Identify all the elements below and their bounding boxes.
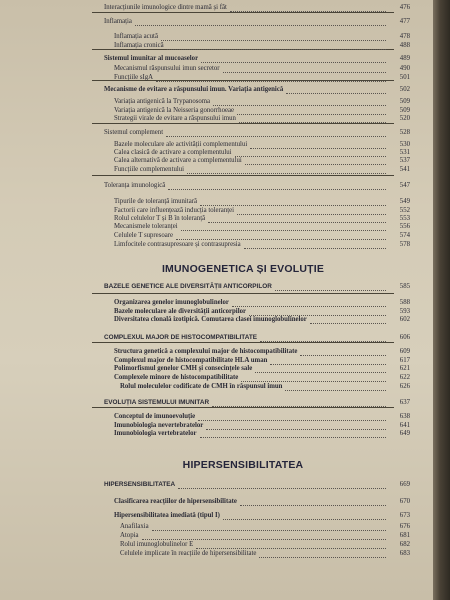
dot-leader xyxy=(168,188,386,190)
toc-entry-title: Clasificarea reacțiilor de hipersensibilitate xyxy=(114,498,237,505)
toc-entry-title: Mecanismele toleranței xyxy=(114,223,178,230)
dot-leader xyxy=(200,436,387,438)
toc-entry xyxy=(0,240,433,250)
dot-leader xyxy=(286,92,386,94)
toc-entry-page-number: 556 xyxy=(399,223,410,230)
toc-entry-title: BAZELE GENETICE ALE DIVERSITĂȚII ANTICORPILOR xyxy=(104,283,272,290)
section-title: HIPERSENSIBILITATEA xyxy=(182,459,304,471)
toc-entry-page-number: 502 xyxy=(399,86,410,93)
toc-entry-page-number: 593 xyxy=(399,308,410,315)
toc-entry xyxy=(0,54,433,64)
toc-entry-page-number: 528 xyxy=(399,129,410,136)
toc-entry-title: Rolul imunoglobulinelor E xyxy=(120,541,194,548)
toc-entry-page-number: 509 xyxy=(399,107,410,114)
toc-entry-page-number: 673 xyxy=(399,512,410,519)
toc-entry-title: Celulele implicate în reacțiile de hipersensibilitate xyxy=(120,550,257,557)
toc-entry-page-number: 477 xyxy=(399,18,410,25)
toc-entry xyxy=(0,480,433,490)
toc-entry-page-number: 574 xyxy=(399,232,410,239)
toc-entry-title: Rolul moleculelor codificate de CMH în răspunsul imun xyxy=(120,383,283,390)
toc-entry-title: Funcțiile sIgA xyxy=(114,74,154,81)
toc-entry-page-number: 682 xyxy=(399,541,410,548)
toc-entry-page-number: 602 xyxy=(399,316,410,323)
toc-entry xyxy=(0,181,433,191)
toc-entry-page-number: 588 xyxy=(399,299,410,306)
toc-entry-title: EVOLUȚIA SISTEMULUI IMUNITAR xyxy=(104,399,210,406)
section-title: IMUNOGENETICA ȘI EVOLUȚIE xyxy=(161,263,325,275)
toc-entry-title: Imunobiologia vertebratelor xyxy=(114,430,197,437)
toc-entry xyxy=(0,114,433,124)
toc-entry xyxy=(0,333,433,343)
toc-entry-page-number: 609 xyxy=(399,348,410,355)
toc-entry-title: Variația antigenică la Trypanosoma xyxy=(114,98,211,105)
dot-leader xyxy=(259,556,386,558)
toc-entry-title: Toleranța imunologică xyxy=(104,182,166,189)
toc-entry-title: Complexele minore de histocompatibilitate xyxy=(114,374,239,381)
toc-entry-title: Sistemul imunitar al mucoaselor xyxy=(104,55,199,62)
toc-entry-page-number: 676 xyxy=(399,523,410,530)
toc-entry xyxy=(0,282,433,292)
toc-entry-title: Factorii care influențează inducția toleranței xyxy=(114,207,235,214)
toc-entry-page-number: 585 xyxy=(399,283,410,290)
toc-entry-title: Rolul celulelor T și B în toleranță xyxy=(114,215,206,222)
dot-leader xyxy=(285,389,386,391)
toc-entry xyxy=(0,41,433,51)
toc-entry-page-number: 638 xyxy=(399,413,410,420)
toc-entry xyxy=(0,165,433,175)
toc-entry-title: Funcțiile complementului xyxy=(114,166,185,173)
toc-entry-page-number: 549 xyxy=(399,198,410,205)
toc-entry-title: Organizarea genelor imunoglobulinelor xyxy=(114,299,229,306)
toc-entry-title: Bazele moleculare ale activității complementului xyxy=(114,141,248,148)
toc-entry-title: Bazele moleculare ale diversității anticorpilor xyxy=(114,308,247,315)
toc-entry-title: Polimorfismul genelor CMH și consecințele sale xyxy=(114,365,253,372)
toc-entry-title: Celulele T supresoare xyxy=(114,232,174,239)
dot-leader xyxy=(135,24,386,26)
toc-entry-title: Conceptul de imunoevoluție xyxy=(114,413,196,420)
toc-entry-page-number: 641 xyxy=(399,422,410,429)
dot-leader xyxy=(167,48,386,50)
toc-entry-title: Calea clasică de activare a complementului xyxy=(114,149,232,156)
toc-entry xyxy=(0,382,433,392)
toc-entry-title: Sistemul complement xyxy=(104,129,164,136)
toc-entry-title: Diversitatea clonală izotipică. Comutarea clasei imunoglobulinelor xyxy=(114,316,307,323)
dot-leader xyxy=(239,121,386,123)
toc-entry-page-number: 488 xyxy=(399,42,410,49)
book-spine-edge xyxy=(433,0,450,600)
toc-entry-page-number: 520 xyxy=(399,115,410,122)
toc-entry-page-number: 537 xyxy=(399,157,410,164)
toc-entry xyxy=(0,315,433,325)
toc-entry-title: Anafilaxia xyxy=(120,523,149,530)
toc-entry-title: Inflamația cronică xyxy=(114,42,164,49)
dot-leader xyxy=(156,80,386,82)
dot-leader xyxy=(187,172,386,174)
toc-entry-page-number: 490 xyxy=(399,65,410,72)
dot-leader xyxy=(201,61,386,63)
toc-entry-page-number: 553 xyxy=(399,215,410,222)
dot-leader xyxy=(260,340,386,342)
toc-entry-title: HIPERSENSIBILITATEA xyxy=(104,481,176,488)
toc-entry-title: Imunobiologia nevertebratelor xyxy=(114,422,204,429)
toc-entry-page-number: 606 xyxy=(399,334,410,341)
toc-entry-title: Structura genetică a complexului major de histocompatibilitate xyxy=(114,348,298,355)
toc-entry-title: Tipurile de toleranță imunitară xyxy=(114,198,197,205)
toc-entry xyxy=(0,3,433,13)
toc-entry-page-number: 541 xyxy=(399,166,410,173)
dot-leader xyxy=(240,504,386,506)
toc-entry-page-number: 552 xyxy=(399,207,410,214)
toc-entry-page-number: 501 xyxy=(399,74,410,81)
toc-entry-title: Inflamația acută xyxy=(114,33,158,40)
toc-entry-page-number: 637 xyxy=(399,399,410,406)
toc-entry-page-number: 509 xyxy=(399,98,410,105)
toc-entry-title: Inflamația xyxy=(104,18,132,25)
toc-entry-page-number: 681 xyxy=(399,532,410,539)
toc-entry-page-number: 547 xyxy=(399,182,410,189)
toc-entry xyxy=(0,511,433,521)
toc-entry-page-number: 670 xyxy=(399,498,410,505)
dot-leader xyxy=(166,135,386,137)
divider xyxy=(92,293,394,294)
toc-entry xyxy=(0,17,433,27)
toc-entry-title: Strategii virale de evitare a răspunsului imun xyxy=(114,115,236,122)
toc-entry-page-number: 617 xyxy=(399,357,410,364)
toc-entry xyxy=(0,549,433,559)
divider xyxy=(92,175,394,176)
toc-entry-title: Mecanismul răspunsului imun secretor xyxy=(114,65,220,72)
toc-entry-title: COMPLEXUL MAJOR DE HISTOCOMPATIBILITATE xyxy=(104,334,258,341)
toc-entry xyxy=(0,398,433,408)
dot-leader xyxy=(178,487,386,489)
toc-entry-title: Hipersensibilitatea imediată (tipul I) xyxy=(114,512,220,519)
toc-entry-title: Interacțiunile imunologice dintre mamă și făt xyxy=(104,4,227,11)
toc-entry-page-number: 478 xyxy=(399,33,410,40)
toc-entry-page-number: 626 xyxy=(399,383,410,390)
toc-entry-page-number: 622 xyxy=(399,374,410,381)
toc-entry-page-number: 531 xyxy=(399,149,410,156)
toc-entry-page-number: 476 xyxy=(399,4,410,11)
toc-entry-title: Atopia xyxy=(120,532,139,539)
toc-entry-page-number: 489 xyxy=(399,55,410,62)
toc-entry xyxy=(0,128,433,138)
toc-entry xyxy=(0,73,433,83)
toc-entry xyxy=(0,85,433,95)
toc-entry-page-number: 683 xyxy=(399,550,410,557)
toc-entry-page-number: 649 xyxy=(399,430,410,437)
dot-leader xyxy=(244,247,386,249)
toc-entry-title: Mecanisme de evitare a răspunsului imun. Variația antigenică xyxy=(104,86,284,93)
toc-entry xyxy=(0,497,433,507)
dot-leader xyxy=(310,322,386,324)
toc-entry-title: Complexul major de histocompatibilitate HLA uman xyxy=(114,357,268,364)
toc-entry-title: Limfocitele contrasupresoare și contrasupresia xyxy=(114,241,241,248)
toc-entry-page-number: 669 xyxy=(399,481,410,488)
toc-entry xyxy=(0,429,433,439)
toc-entry-page-number: 621 xyxy=(399,365,410,372)
dot-leader xyxy=(212,405,386,407)
toc-entry-title: Variația antigenică la Neisseria gonorrhoeae xyxy=(114,107,235,114)
dot-leader xyxy=(275,289,386,291)
toc-entry-page-number: 530 xyxy=(399,141,410,148)
dot-leader xyxy=(223,518,386,520)
dot-leader xyxy=(230,10,386,12)
toc-entry-title: Calea alternativă de activare a complementului xyxy=(114,157,242,164)
toc-entry-page-number: 578 xyxy=(399,241,410,248)
